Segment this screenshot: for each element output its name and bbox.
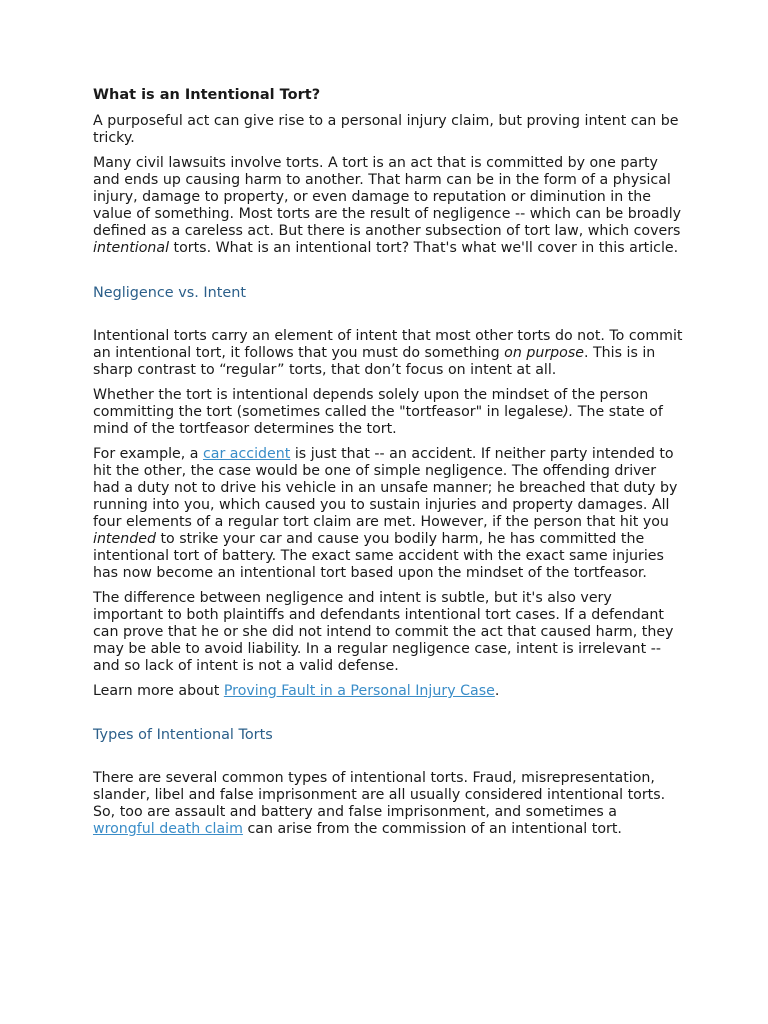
types-paragraph bbox=[93, 770, 683, 838]
text-run: . This is in sharp contrast to “regular” torts, that don’t focus on intent at all. bbox=[93, 345, 656, 378]
learn-more-paragraph bbox=[93, 683, 683, 700]
section-heading-types: Types of Intentional Torts bbox=[93, 727, 273, 743]
text-run: For example, a bbox=[93, 446, 203, 462]
example-paragraph bbox=[93, 446, 683, 582]
difference-paragraph: The difference between negligence and intent is subtle, but it's also very important to both plaintiffs and defendants intentional tort cases. If a defendant can prove that he or she did not intend to commit the act that caused harm, they may be able to avoid liability. In a regular negligence case, intent is irrelevant -- and so lack of intent is not a valid defense. bbox=[93, 590, 674, 674]
car-accident-link[interactable]: car accident bbox=[202, 446, 291, 462]
text-run: to strike your car and cause you bodily harm, he has committed the intentional tort of battery. The exact same accident with the exact same injuries has now become an intentional tort based upon the mindset of the tortfeasor. bbox=[93, 531, 664, 581]
text-run: . bbox=[494, 683, 500, 699]
proving-fault-link[interactable]: Proving Fault in a Personal Injury Case bbox=[223, 683, 495, 699]
text-run: The state of mind of the tortfeasor determines the tort. bbox=[93, 404, 663, 437]
mindset-paragraph bbox=[93, 387, 683, 438]
article-title: What is an Intentional Tort? bbox=[93, 87, 321, 103]
article-intro: A purposeful act can give rise to a personal injury claim, but proving intent can be tricky. bbox=[93, 113, 679, 146]
text-run: Whether the tort is intentional depends solely upon the mindset of the person committing the tort (sometimes called the "tortfeasor" in legalese bbox=[93, 387, 649, 420]
text-run: Learn more about bbox=[93, 683, 224, 699]
text-run: is just that -- an accident. If neither party intended to hit the other, the case would be one of simple negligence. The offending driver had a duty not to drive his vehicle in an unsafe manner; he breached that duty by running into you, which caused you to sustain injuries and property damages. All four elements of a regular tort claim are met. However, if the person that hit you bbox=[93, 446, 678, 530]
wrongful-death-link[interactable]: wrongful death claim bbox=[93, 821, 243, 837]
emphasis-text: intentional bbox=[93, 240, 170, 256]
text-run: torts. What is an intentional tort? That's what we'll cover in this article. bbox=[169, 240, 679, 256]
emphasis-text: ). bbox=[563, 404, 574, 420]
emphasis-text: on purpose bbox=[504, 345, 584, 361]
section-heading-negligence: Negligence vs. Intent bbox=[93, 285, 246, 301]
intro-paragraph bbox=[93, 155, 683, 257]
emphasis-text: intended bbox=[93, 531, 156, 547]
text-run: There are several common types of intentional torts. Fraud, misrepresentation, slander, libel and false imprisonment are all usually considered intentional torts. So, too are assault and battery and false imprisonment, and sometimes a bbox=[93, 770, 666, 820]
text-run: can arise from the commission of an intentional tort. bbox=[242, 821, 622, 837]
intent-paragraph bbox=[93, 328, 683, 379]
text-run: Many civil lawsuits involve torts. A tort is an act that is committed by one party and ends up causing harm to another. That harm can be in the form of a physical injury, damage to property, or even damage to reputation or diminution in the value of something. Most torts are the result of negligence -- which can be broadly defined as a careless act. But there is another subsection of tort law, which covers bbox=[93, 155, 682, 239]
document-page bbox=[93, 86, 683, 846]
text-run: Intentional torts carry an element of intent that most other torts do not. To commit an intentional tort, it follows that you must do something bbox=[93, 328, 683, 361]
